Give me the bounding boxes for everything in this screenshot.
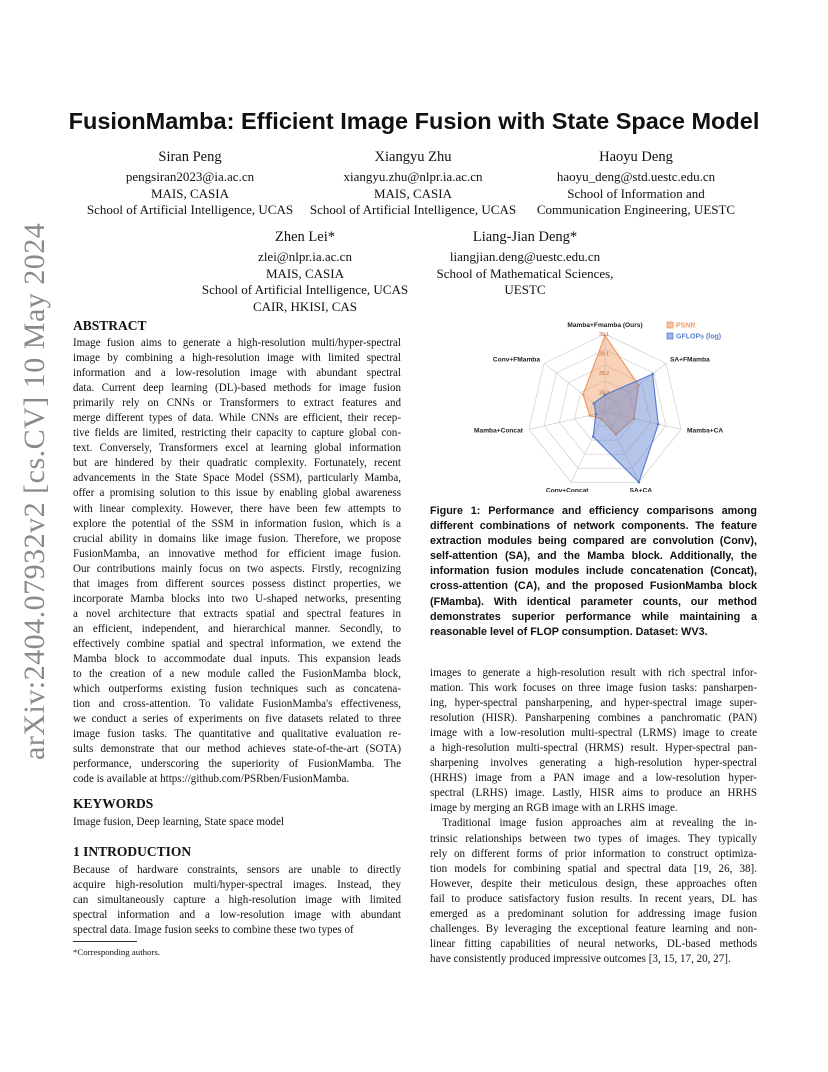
author-affiliation: School of Artificial Intelligence, UCAS [201, 282, 409, 297]
author-name: Siran Peng [158, 149, 222, 165]
text-line: but are hindered by their quadratic complexity. Fortunately, recent [73, 457, 401, 470]
text-line: ing, hyper-spectral pansharpening, and hyper-spectral image super- [430, 697, 757, 710]
text-line: merge different types of data. While CNNs are efficient, their recep- [73, 412, 401, 425]
radar-category-label: Conv+Concat [545, 487, 589, 492]
text-line: FusionMamba, an innovative method for efficient image fusion. [73, 547, 401, 560]
text-line: tion models for combining spatial and spectral data [19, 26, 38]. [430, 862, 757, 875]
radar-point [588, 414, 591, 417]
author-affiliation: School of Artificial Intelligence, UCAS [86, 202, 294, 217]
text-line: sults demonstrate that our method achieves state-of-the-art (SOTA) [73, 743, 401, 756]
text-line: image fusion tasks. The quantitative and qualitative evaluation re- [73, 728, 401, 741]
text-line: resolution (HISR). Pansharpening combines a panchromatic (PAN) [430, 712, 757, 725]
text-line: challenges. By leveraging the exceptional feature learning and non- [430, 922, 757, 935]
paper-title: FusionMamba: Efficient Image Fusion with State Space Model [68, 108, 760, 134]
radar-category-label: Mamba+Concat [474, 427, 523, 435]
text-line: primarily rely on CNNs or Transformers to extract features and [73, 397, 401, 410]
legend-swatch [667, 333, 673, 339]
text-line: mation. This work focuses on three image fusion tasks: pansharpen- [430, 682, 757, 695]
text-line: emerged as a predominant solution for addressing image fusion [430, 907, 757, 920]
author-affiliation: MAIS, CASIA [265, 265, 344, 281]
text-line: a high-resolution multi-spectral (HRMS) result. Hyper-spectral pan- [430, 742, 757, 755]
text-line: images to generate a high-resolution result with rich spectral infor- [430, 667, 757, 679]
text-line: fail to produce satisfactory fusion results. In recent years, DL has [430, 892, 757, 905]
figure-caption [430, 504, 757, 640]
text-line: information fusion modules include concatenation (Concat), [430, 565, 757, 578]
radar-point [595, 413, 598, 416]
text-line: with linear complexity. However, there have been few attempts to [73, 502, 401, 515]
text-line: different combinations of network components. The feature [430, 520, 757, 533]
radar-category-label: Conv+FMamba [492, 356, 541, 364]
radar-point [593, 402, 596, 405]
text-line: Traditional image fusion approaches aim at revealing the in- [442, 817, 757, 830]
text-line: information and a low-resolution image with abundant spectral [73, 367, 401, 380]
footnote: *Corresponding authors. [73, 947, 160, 957]
text-line: we conduct a series of experiments on five datasets related to three [73, 713, 401, 726]
radar-point [592, 435, 595, 438]
author-name: Zhen Lei* [275, 229, 335, 245]
radar-category-label: SA+CA [629, 487, 653, 492]
author-block [70, 148, 310, 219]
text-line: sharpening involves generating a high-resolution hyper-spectral [430, 757, 757, 770]
author-name: Haoyu Deng [599, 149, 673, 165]
text-line: However, despite their meticulous design, these approaches often [430, 877, 757, 890]
author-email[interactable]: liangjian.deng@uestc.edu.cn [449, 249, 601, 264]
section-heading-introduction: 1 INTRODUCTION [73, 844, 192, 859]
footnote-rule [73, 941, 137, 942]
author-affiliation: UESTC [504, 282, 546, 297]
text-line: tive fields are limited, restricting their capacity to capture global con- [73, 427, 401, 440]
text-line: offer a promising solution to this issue by enabling global awareness [73, 487, 401, 500]
radar-category-label: Mamba+Fmamba (Ours) [567, 322, 643, 329]
text-line: image by combining a high-resolution image with limited spectral [73, 352, 401, 365]
text-line: cross-attention (CA), and the proposed FusionMamba block [430, 580, 757, 593]
radar-ring-label: 39.2 [599, 371, 610, 377]
text-line: (HRHS) image from a PAN image and a low-resolution hyper- [430, 772, 757, 785]
text-line: can simultaneously capture a high-resolution image with limited [73, 894, 401, 907]
text-line: spectral data. Image fusion seeks to combine these two types of [73, 924, 354, 937]
abstract-heading: ABSTRACT [73, 318, 147, 333]
abstract-body [73, 336, 401, 787]
author-affiliation: School of Mathematical Sciences, [436, 265, 614, 281]
text-line: explore the potential of the SSM in information fusion, which is a [73, 517, 401, 530]
author-affiliation: MAIS, CASIA [373, 185, 452, 201]
text-line: Our contributions mainly focus on two aspects. Firstly, recognizing [73, 562, 401, 575]
introduction-body [73, 863, 401, 938]
right-column-body [430, 666, 757, 967]
text-line: data. Current deep learning (DL)-based methods for image fusion [73, 382, 401, 395]
author-block [516, 148, 756, 219]
author-affiliation: MAIS, CASIA [150, 185, 229, 201]
text-line: extraction modules being compared are convolution (Conv), [430, 535, 757, 548]
text-line: have consistently produced impressive outcomes [3, 15, 17, 20, 27]. [430, 952, 731, 965]
radar-ring-label: 39.3 [599, 390, 610, 397]
text-line: spectral information and a low-resolution image with abundant [73, 909, 401, 922]
radar-point [582, 393, 585, 396]
author-email[interactable]: xiangyu.zhu@nlpr.ia.ac.cn [343, 169, 483, 184]
text-line: reasonable level of FLOP consumption. Dataset: WV3. [430, 625, 708, 638]
text-line: incorporate Mamba blocks into two U-shaped networks, presenting [73, 592, 401, 605]
legend-label: PSNR [676, 322, 696, 330]
text-line: which outperforms existing fusion techniques such as concatena- [73, 683, 401, 696]
text-line: code is available at https://github.com/PSRben/FusionMamba. [73, 773, 350, 786]
text-line: Image fusion aims to generate a high-resolution multi/hyper-spectral [73, 337, 401, 349]
legend-swatch [667, 322, 673, 328]
author-email[interactable]: pengsiran2023@ia.ac.cn [125, 169, 255, 184]
text-line: effectively combine spatial and spectral information, we extend the [73, 637, 401, 650]
radar-point [657, 423, 660, 426]
radar-chart [430, 316, 760, 492]
arxiv-stamp: arXiv:2404.07932v2 [cs.CV] 10 May 2024 [18, 222, 51, 760]
text-line: that images from different sources possess distinct properties, we [73, 577, 401, 590]
author-name: Liang-Jian Deng* [472, 229, 578, 245]
author-email[interactable]: haoyu_deng@std.uestc.edu.cn [556, 169, 716, 184]
author-affiliation: School of Artificial Intelligence, UCAS [309, 202, 517, 217]
radar-ring-label: 39.1 [599, 332, 610, 338]
keywords-text: Image fusion, Deep learning, State space model [73, 816, 285, 828]
legend-label: GFLOPs (log) [676, 333, 722, 341]
text-line: performance, underscoring the superiority of FusionMamba. The [73, 758, 401, 771]
author-affiliation: CAIR, HKISI, CAS [252, 298, 357, 314]
keywords-heading: KEYWORDS [73, 796, 154, 811]
radar-point [651, 373, 654, 376]
text-line: (FMamba). With identical parameter counts, our method [430, 595, 757, 608]
radar-point [638, 481, 641, 484]
author-affiliation: School of Information and [567, 185, 705, 201]
text-line: Mamba block to accommodate dual inputs. This expansion leads [73, 652, 401, 665]
text-line: image with a low-resolution multi-spectral (LRMS) image to create [430, 727, 757, 740]
author-name: Xiangyu Zhu [374, 149, 452, 165]
text-line: self-attention (SA), and the Mamba block. Additionally, the [430, 550, 757, 563]
text-line: a novel architecture that extracts spatial and spectral features in [73, 607, 401, 620]
text-line: tion and cross-attention. To validate FusionMamba's effectiveness, [73, 698, 401, 711]
radar-category-label: Mamba+CA [687, 427, 724, 435]
author-block [180, 228, 430, 315]
author-email[interactable]: zlei@nlpr.ia.ac.cn [258, 249, 352, 264]
text-line: crucial ability in domains like image fusion. Therefore, we propose [73, 532, 401, 545]
radar-ring-label: 39.1 [599, 351, 610, 358]
text-line: image by merging an RGB image with an LRHS image. [430, 802, 678, 815]
text-line: demonstrates superior performance while maintaining a [430, 610, 757, 623]
author-affiliation: Communication Engineering, UESTC [536, 202, 736, 217]
text-line: Figure 1: Performance and efficiency comparisons among [430, 505, 757, 517]
text-line: trinsic relationships between two types of images. They typically [430, 832, 757, 845]
text-line: text. Conversely, Transformers excel at learning global information [73, 442, 401, 455]
text-line: Because of hardware constraints, sensors are unable to directly [73, 864, 401, 876]
author-block [400, 228, 650, 299]
text-line: spectral (LRHS) image. Lastly, HISR aims to produce an HRHS [430, 787, 757, 800]
text-line: an efficient, independent, and hierarchical manner. Secondly, to [73, 622, 401, 635]
text-line: rely on different forms of prior information to construct optimiza- [430, 847, 757, 860]
text-line: to the creation of a new module called the FusionMamba block, [73, 668, 401, 681]
text-line: acquire high-resolution multi/hyper-spectral images. Instead, they [73, 879, 401, 892]
radar-category-label: SA+FMamba [669, 356, 710, 364]
text-line: linear fitting capabilities of neural networks, DL-based methods [430, 937, 757, 950]
text-line: advancements in the State Space Model (SSM), particularly Mamba, [73, 472, 401, 485]
author-block [293, 148, 533, 219]
